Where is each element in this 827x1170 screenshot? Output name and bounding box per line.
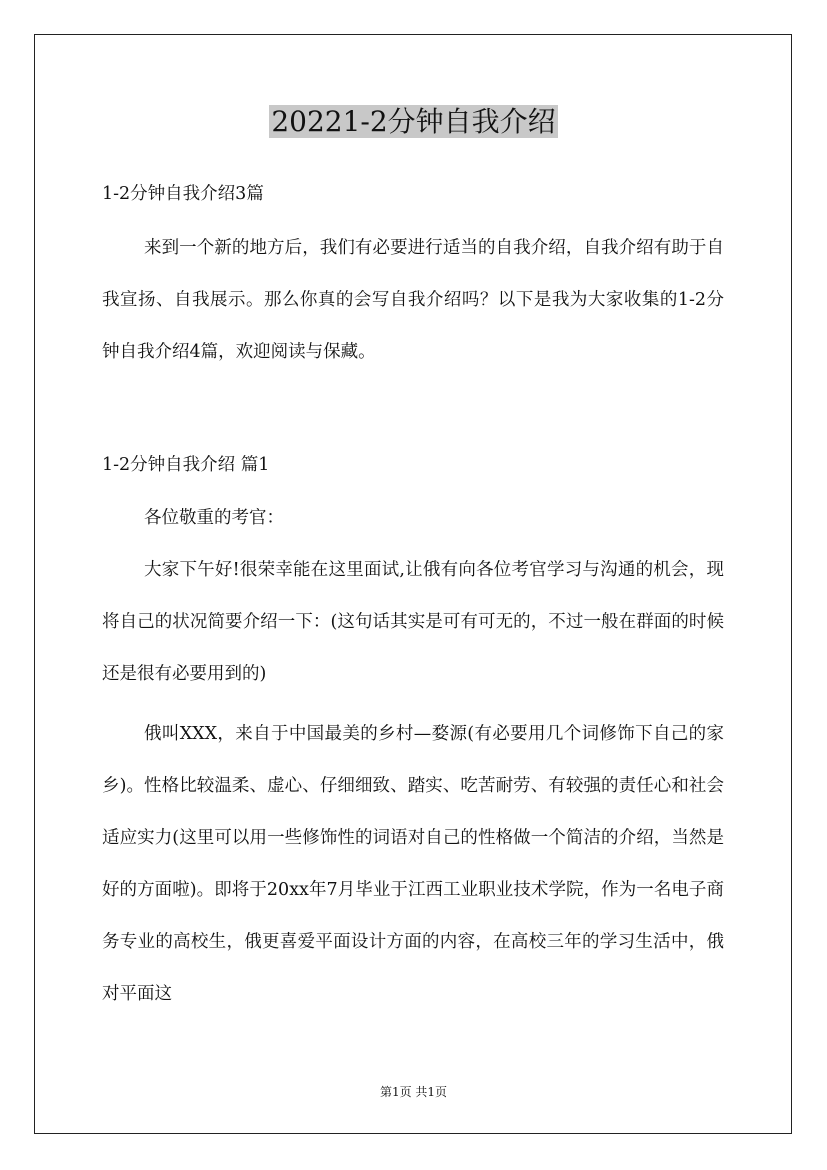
body-paragraph-2: 俄叫XXX，来自于中国最美的乡村—婺源(有必要用几个词修饰下自己的家乡)。性格比较温柔、虚心、仔细细致、踏实、吃苦耐劳、有较强的责任心和社会适应实力(这里可以用一些修饰性的词语对自己的性格做一个简洁的介绍，当然是好的方面啦)。即将于20xx年7月毕业于江西工业职业技术学院，作为一名电子商务专业的高校生，俄更喜爱平面设计方面的内容，在高校三年的学习生活中，俄对平面这	[102, 724, 724, 1004]
document-subtitle: 1-2分钟自我介绍3篇	[102, 184, 264, 204]
salutation: 各位敬重的考官：	[144, 508, 284, 528]
body-paragraph-1: 大家下午好!很荣幸能在这里面试,让俄有向各位考官学习与沟通的机会，现将自己的状况简要介绍一下：(这句话其实是可有可无的，不过一般在群面的时候还是很有必要用到的)	[102, 560, 724, 684]
document-title-text: 20221-2分钟自我介绍	[271, 105, 556, 138]
page-number-footer: 第1页 共1页	[379, 1085, 448, 1099]
intro-paragraph: 来到一个新的地方后，我们有必要进行适当的自我介绍，自我介绍有助于自我宣扬、自我展示。那么你真的会写自我介绍吗？以下是我为大家收集的1-2分钟自我介绍4篇，欢迎阅读与保藏。	[102, 238, 724, 362]
document-title	[0, 100, 827, 144]
section-heading: 1-2分钟自我介绍 篇1	[102, 455, 270, 475]
